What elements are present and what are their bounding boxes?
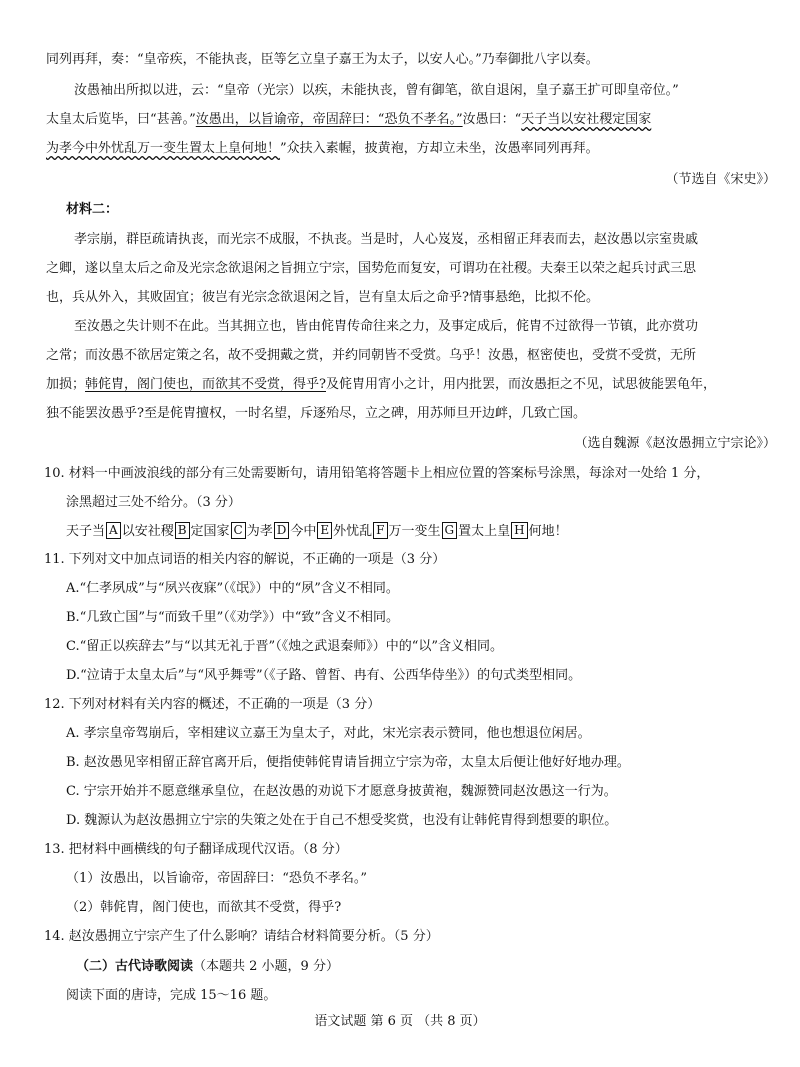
text-span: 汝愚曰：“ [462, 112, 522, 127]
answer-marker-h[interactable]: H [511, 522, 527, 539]
question-13-sentence-1: （1）汝愚出，以旨谕帝，帝固辞曰：“恐负不孝名。” [66, 871, 368, 886]
segment: 万一变生 [388, 524, 441, 539]
segment: 外忧乱 [333, 524, 373, 539]
answer-marker-g[interactable]: G [442, 522, 458, 539]
text-line: 孝宗崩，群臣疏请执丧，而光宗不成服，不执丧。当是时，人心岌岌，丞相留正拜表而去，赵汝愚以宗室贵戚 [74, 232, 699, 247]
question-11-option-c[interactable]: C.“留正以疾辞去”与“以其无礼于晋”（《烛之武退秦师》）中的“以”含义相同。 [66, 639, 503, 654]
segment: 何地！ [528, 524, 568, 539]
wavy-underlined-text: 天子当以安社稷定国家 [521, 112, 652, 127]
answer-marker-f[interactable]: F [373, 522, 387, 539]
text-line [46, 371, 770, 399]
answer-marker-b[interactable]: B [175, 522, 190, 539]
segment: 今中 [290, 524, 317, 539]
source-citation: （节选自《宋史》） [665, 172, 776, 187]
material-heading: 材料二： [66, 202, 119, 217]
question-12-option-b[interactable]: B. 赵汝愚见宰相留正辞官离开后，便指使韩侂胄请旨拥立宁宗为帝，太皇太后便让他好好地办理。 [66, 755, 630, 770]
text-line: 汝愚袖出所拟以进，云：“皇帝（光宗）以疾，未能执丧，曾有御笔，欲自退闲，皇子嘉王扩可即皇帝位。” [74, 83, 679, 98]
text-span: 及侂胄用宵小之计，用内批罢，而汝愚拒之不见，试思彼能罢龟年， [326, 377, 717, 392]
segment: 置太上皇 [458, 524, 511, 539]
question-10-stem: 10. 材料一中画波浪线的部分有三处需要断句，请用铅笔将答题卡上相应位置的答案标号涂黑，每涂对一处给 1 分， [44, 466, 710, 481]
text-line: 同列再拜，奏：“皇帝疾，不能执丧，臣等乞立皇子嘉王为太子，以安人心。”乃奉御批八字以奏。 [46, 52, 599, 67]
text-line: 之常；而汝愚不欲居定策之名，故不受拥戴之赏，并约同朝皆不受赏。乌乎！汝愚，枢密使也，受赏不受赏，无所 [46, 348, 697, 363]
text-line: 至汝愚之失计则不在此。当其拥立也，皆由侂胄传命往来之力，及事定成后，侂胄不过欲得一节镇，此亦赏功 [74, 319, 699, 334]
segment: 定国家 [190, 524, 230, 539]
section-heading [76, 953, 780, 981]
wavy-underlined-text: 为孝今中外忧乱万一变生置太上皇何地！ [46, 141, 281, 156]
text-line [46, 106, 770, 134]
question-13-sentence-2: （2）韩侂胄，阁门使也，而欲其不受赏，得乎? [66, 900, 342, 915]
segment: 天子当 [66, 524, 106, 539]
question-13-stem: 13. 把材料中画横线的句子翻译成现代汉语。（8 分） [44, 842, 348, 857]
question-12-option-a[interactable]: A. 孝宗皇帝驾崩后，宰相建议立嘉王为皇太子，对此，宋光宗表示赞同，他也想退位闲居。 [66, 726, 591, 741]
answer-marker-e[interactable]: E [317, 522, 332, 539]
source-citation: （选自魏源《赵汝愚拥立宁宗论》） [574, 436, 776, 451]
page-footer: 语文试题 第 6 页 （共 8 页） [314, 1014, 486, 1029]
section-intro: 阅读下面的唐诗，完成 15～16 题。 [66, 988, 277, 1003]
text-line: 独不能罢汝愚乎?至是侂胄擅权，一时名望，斥逐殆尽，立之碑，用苏师旦开边衅，几致亡国。 [46, 406, 586, 421]
question-12-stem: 12. 下列对材料有关内容的概述，不正确的一项是（3 分） [44, 697, 381, 712]
answer-marker-c[interactable]: C [231, 522, 246, 539]
segment: 为孝 [246, 524, 273, 539]
answer-marker-d[interactable]: D [274, 522, 290, 539]
question-12-option-d[interactable]: D. 魏源认为赵汝愚拥立宁宗的失策之处在于自己不想受奖赏，也没有让韩侂胄得到想要的职位。 [66, 813, 618, 828]
question-12-option-c[interactable]: C. 宁宗开始并不愿意继承皇位，在赵汝愚的劝说下才愿意身披黄袍，魏源赞同赵汝愚这一行为。 [66, 784, 617, 799]
underlined-sentence-2: 韩侂胄，阁门使也，而欲其不受赏，得乎? [85, 377, 326, 392]
section-subtitle: （本题共 2 小题，9 分） [193, 959, 339, 974]
text-span: 加损； [46, 377, 86, 392]
text-line: 也，兵从外入，其败固宜；彼岂有光宗念欲退闲之旨，岂有皇太后之命乎?情事悬绝，比拟不伦。 [46, 290, 599, 305]
question-11-option-a[interactable]: A.“仁孝夙成”与“夙兴夜寐”（《氓》）中的“夙”含义不相同。 [66, 581, 399, 596]
question-11-stem: 11. 下列对文中加点词语的相关内容的解说，不正确的一项是（3 分） [44, 552, 446, 567]
answer-marker-a[interactable]: A [106, 522, 121, 539]
question-14-stem: 14. 赵汝愚拥立宁宗产生了什么影响？请结合材料简要分析。（5 分） [44, 929, 439, 944]
question-11-option-d[interactable]: D.“泣请于太皇太后”与“风乎舞雩”（《子路、曾皙、冉有、公西华侍坐》）的句式类型相同。 [66, 668, 582, 683]
question-11-option-b[interactable]: B.“几致亡国”与“而致千里”（《劝学》）中“致”含义不相同。 [66, 610, 400, 625]
text-span: 太皇太后览毕，曰“甚善。” [46, 112, 196, 127]
question-10-stem: 涂黑超过三处不给分。（3 分） [66, 495, 241, 510]
text-line [46, 135, 770, 163]
text-line: 之卿，遂以皇太后之命及光宗念欲退闲之旨拥立宁宗，国势危而复安，可谓功在社稷。夫秦王以荣之起兵讨武三思 [46, 261, 697, 276]
segment: 以安社稷 [121, 524, 174, 539]
text-span: ”众扶入素幄，披黄袍，方却立未坐，汝愚率同列再拜。 [280, 141, 599, 156]
question-10-segmented-line [66, 518, 770, 546]
underlined-sentence-1: 汝愚出，以旨谕帝，帝固辞曰：“恐负不孝名。” [195, 112, 463, 127]
section-title: （二）古代诗歌阅读 [76, 959, 194, 974]
